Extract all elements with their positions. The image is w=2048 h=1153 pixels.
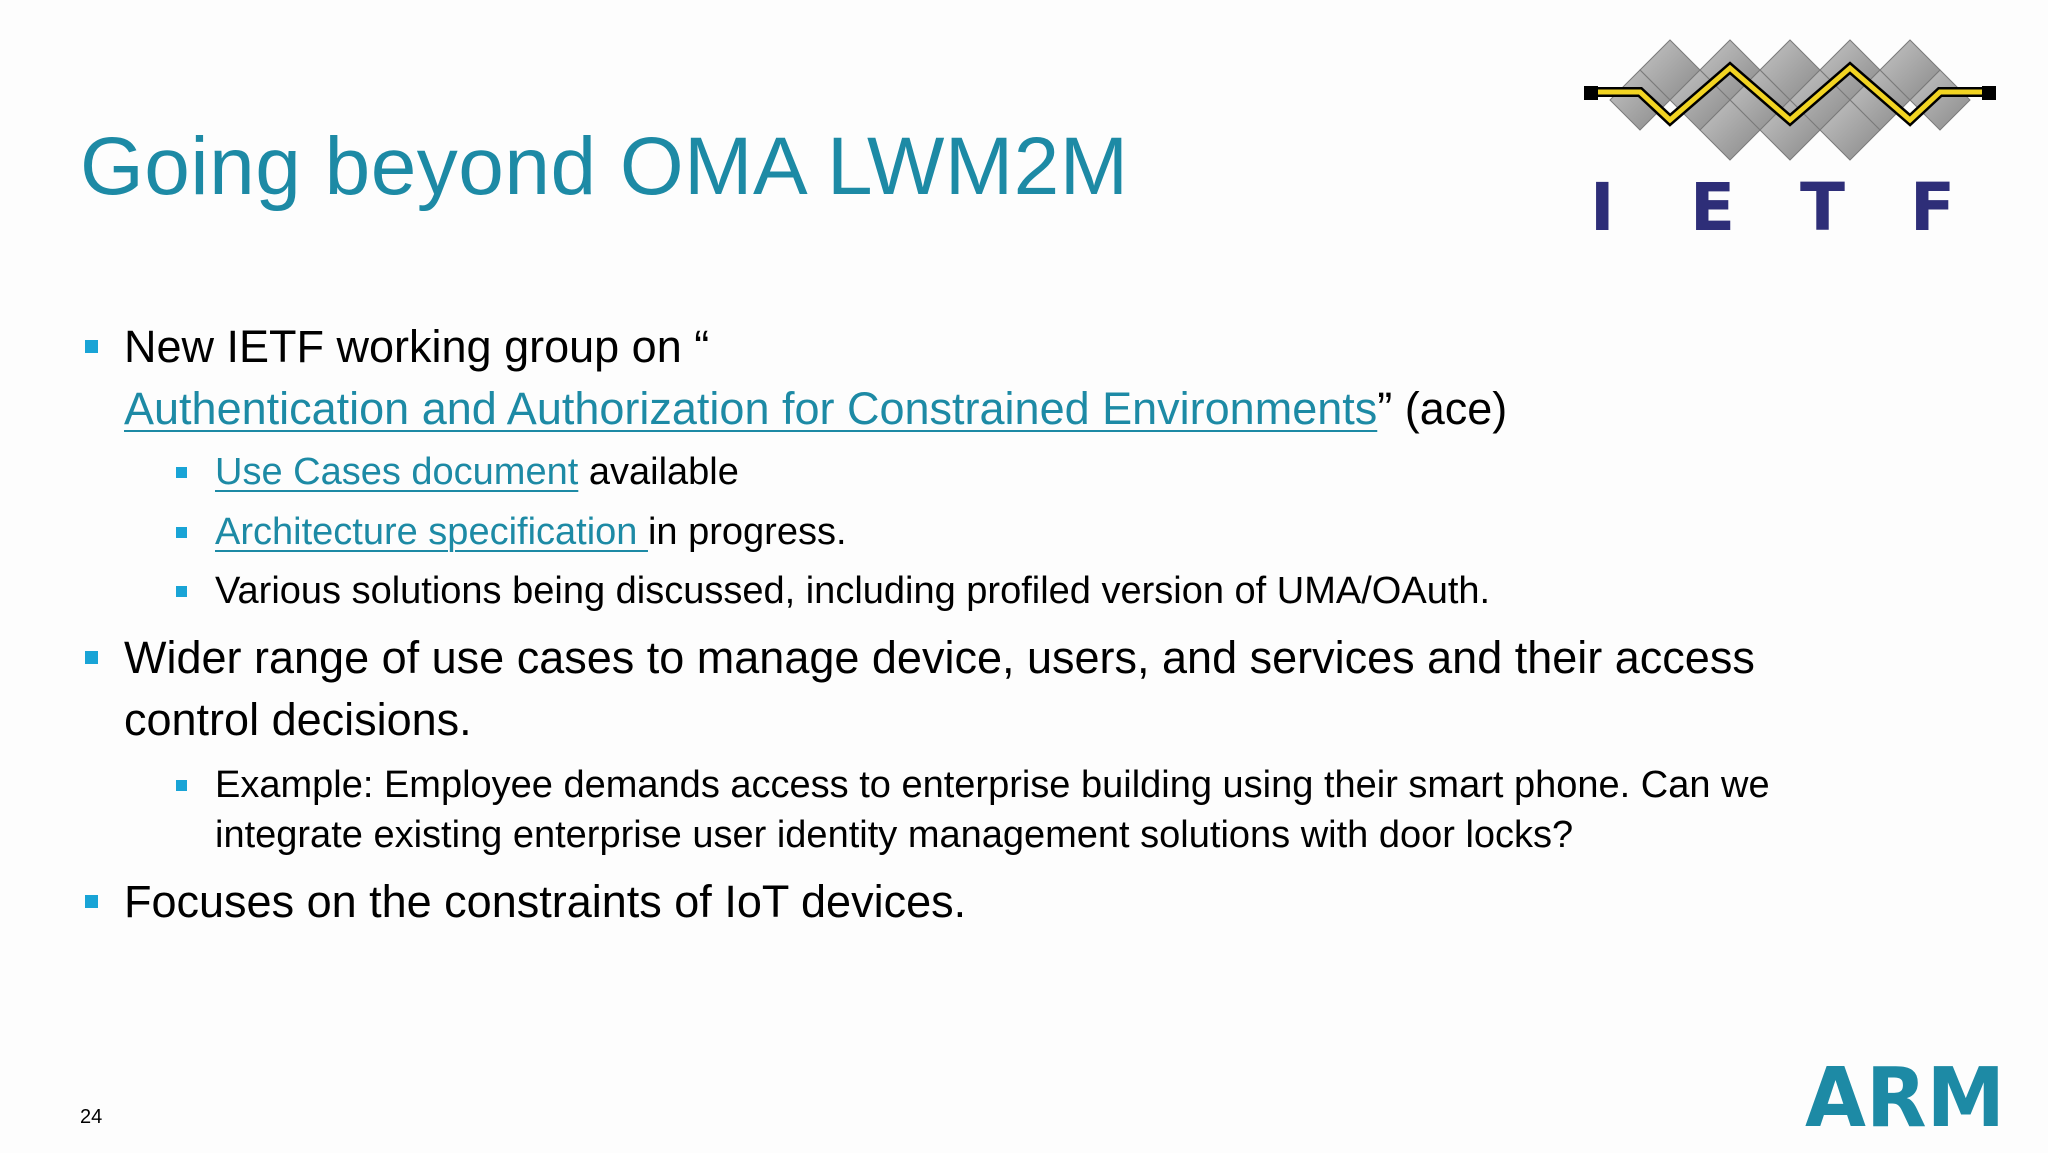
bullet-3	[124, 871, 1884, 933]
sub-bullet-marker	[176, 586, 187, 597]
ietf-letters	[1590, 169, 1955, 246]
sub-item-text: in progress.	[647, 511, 847, 553]
sub-item-example-line-1	[215, 760, 1915, 811]
bullet-1-line-1	[124, 316, 1884, 378]
ace-working-group-link[interactable]: Authentication and Authorization for Constrained Environments	[124, 383, 1378, 434]
example-text-2: integrate existing enterprise user identity management solutions with door locks?	[215, 814, 1574, 856]
bullet-marker	[85, 340, 98, 353]
ietf-diamond-pattern	[1610, 40, 1970, 160]
bullet-1-suffix: ” (ace)	[1377, 383, 1508, 434]
sub-bullet-marker	[176, 467, 187, 478]
use-cases-document-link[interactable]: Use Cases document	[215, 451, 579, 493]
svg-text:T: T	[1800, 169, 1846, 246]
slide-title: Going beyond OMA LWM2M	[80, 120, 1129, 212]
sub-item-use-cases	[215, 447, 1915, 498]
sub-bullet-marker	[176, 780, 187, 791]
sub-item-text: available	[578, 451, 739, 493]
bullet-2-text-1: Wider range of use cases to manage device, users, and services and their access	[124, 632, 1755, 683]
page-number: 24	[80, 1106, 103, 1128]
bullet-1-line-2	[124, 378, 1884, 440]
bullet-2-line-1	[124, 627, 1884, 689]
sub-item-text: Various solutions being discussed, including profiled version of UMA/OAuth.	[215, 570, 1491, 612]
example-text-1: Example: Employee demands access to enterprise building using their smart phone. Can we	[215, 764, 1770, 806]
bullet-1-prefix: New IETF working group on “	[124, 321, 710, 372]
bullet-3-text: Focuses on the constraints of IoT devices.	[124, 876, 967, 927]
architecture-specification-link[interactable]: Architecture specification	[215, 511, 648, 553]
bullet-2-text-2: control decisions.	[124, 694, 472, 745]
bullet-marker	[85, 651, 98, 664]
sub-item-various-solutions	[215, 566, 1915, 617]
arm-logo	[1805, 1050, 2005, 1132]
sub-bullet-marker	[176, 527, 187, 538]
bullet-marker	[85, 895, 98, 908]
sub-item-example-line-2	[215, 810, 1915, 861]
ietf-logo	[1570, 20, 2010, 250]
svg-text:E: E	[1690, 169, 1736, 246]
svg-text:F: F	[1910, 169, 1956, 246]
bullet-2-line-2	[124, 689, 1884, 751]
svg-text:I: I	[1590, 169, 1615, 246]
sub-item-architecture	[215, 507, 1915, 558]
svg-text:ARM: ARM	[1805, 1051, 2005, 1132]
